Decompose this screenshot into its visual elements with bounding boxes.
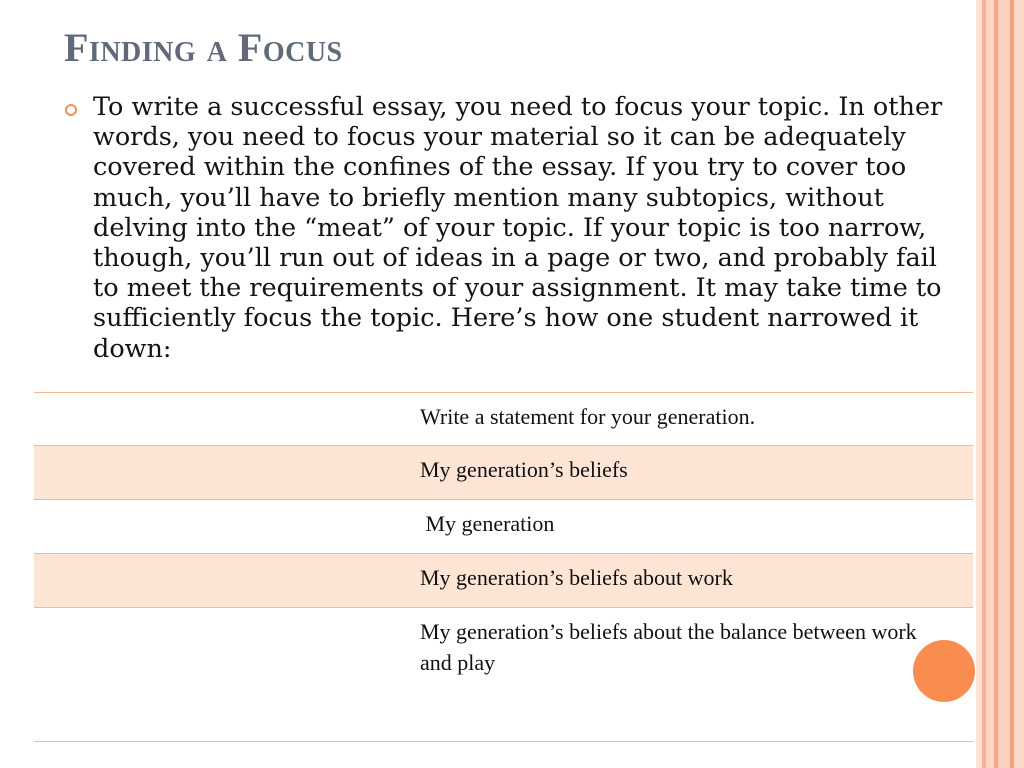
table-cell: My generation xyxy=(420,511,555,536)
table-row xyxy=(34,500,973,554)
table-cell: Write a statement for your generation. xyxy=(420,404,756,429)
table-row xyxy=(34,446,973,500)
focus-table xyxy=(34,392,973,742)
border-stripe-6 xyxy=(1014,0,1024,768)
slide-title: Finding a Focus xyxy=(64,25,343,70)
table-row xyxy=(34,608,973,742)
table-row xyxy=(34,392,973,446)
decorative-circle xyxy=(913,640,975,702)
table-row xyxy=(34,554,973,608)
border-stripe-4 xyxy=(998,0,1010,768)
table-cell: My generation’s beliefs about work xyxy=(420,565,733,590)
table-cell: My generation’s beliefs xyxy=(420,457,628,482)
border-stripe-2 xyxy=(986,0,994,768)
bullet-circle-icon xyxy=(65,104,77,116)
bullet-text: To write a successful essay, you need to focus your topic. In other words, you need to focus your material so it can be adequately covered within the confines of the essay. If you try to cover too much, you’ll have to briefly mention many subtopics, without delving into the “meat” of your topic. If your topic is too narrow, though, you’ll run out of ideas in a page or two, and probably fail to meet the requirements of your assignment. It may take time to sufficiently focus the topic. Here’s how one student narrowed it down: xyxy=(93,92,943,364)
table-cell: My generation’s beliefs about the balance between work and play xyxy=(420,619,917,675)
